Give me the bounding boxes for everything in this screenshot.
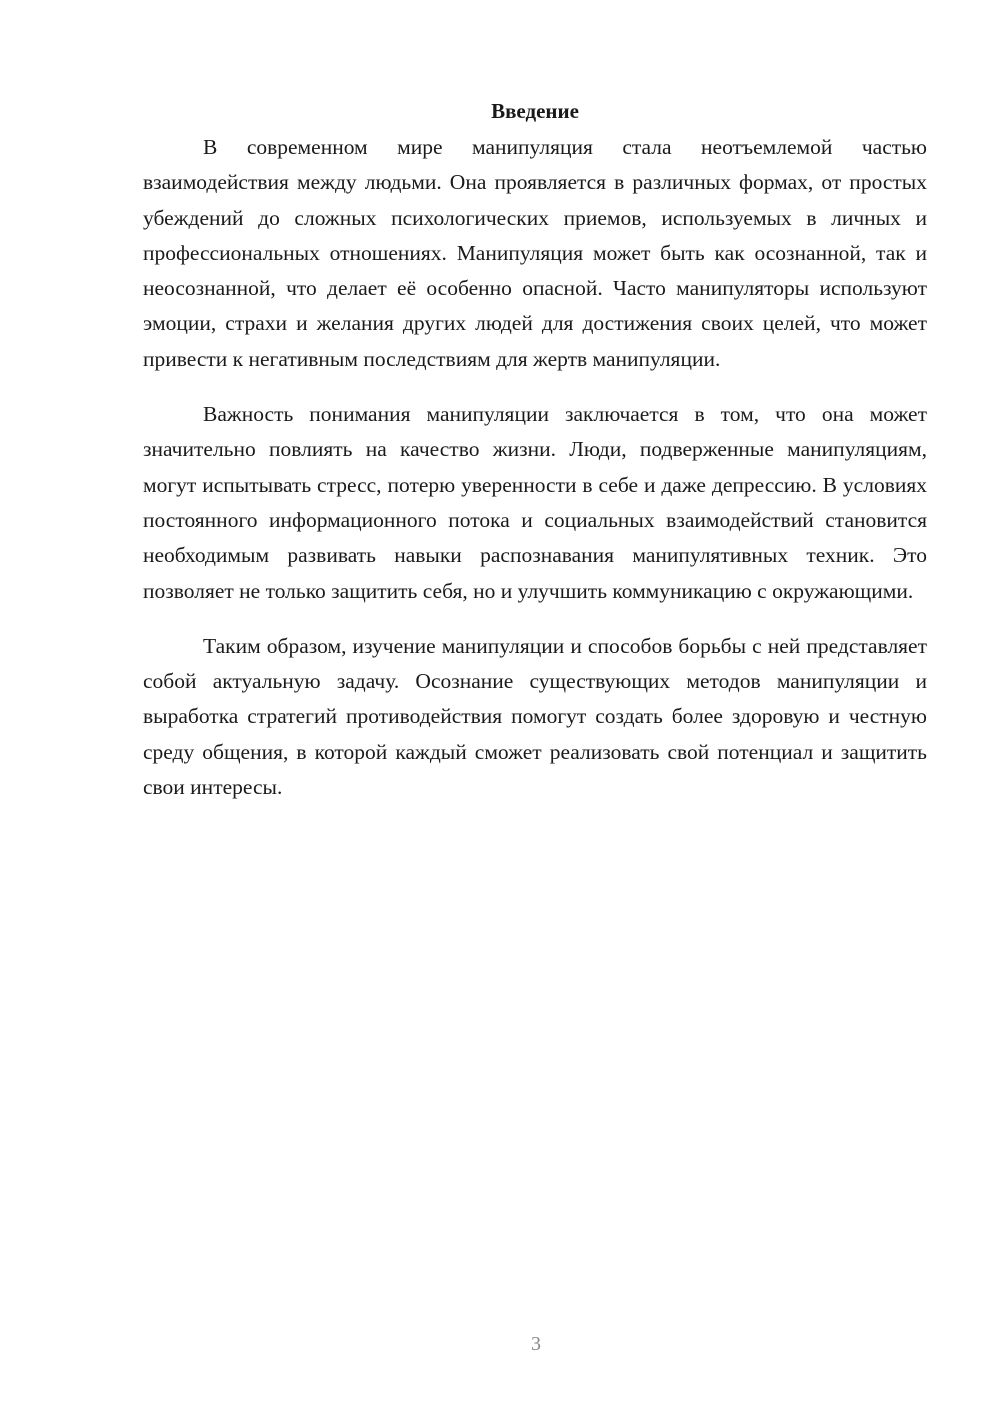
page-number: 3: [531, 1333, 541, 1355]
section-heading: Введение: [491, 99, 579, 123]
page-content: [143, 96, 927, 825]
paragraph-2: Важность понимания манипуляции заключается в том, что она может значительно повлиять на качество жизни. Люди, подверженные манипуляциям, могут испытывать стресс, потерю уверенности в себе и даже депрессию. В условиях постоянного информационного потока и социальных взаимодействий становится необходимым развивать навыки распознавания манипулятивных техник. Это позволяет не только защитить себя, но и улучшить коммуникацию с окружающими.: [143, 402, 927, 603]
paragraph-1: В современном мире манипуляция стала неотъемлемой частью взаимодействия между людьми. Она проявляется в различных формах, от простых убеждений до сложных психологических приемов, используемых в личных и профессиональных отношениях. Манипуляция может быть как осознанной, так и неосознанной, что делает её особенно опасной. Часто манипуляторы используют эмоции, страхи и желания других людей для достижения своих целей, что может привести к негативным последствиям для жертв манипуляции.: [143, 135, 927, 371]
paragraph-3: Таким образом, изучение манипуляции и способов борьбы с ней представляет собой актуальную задачу. Осознание существующих методов манипуляции и выработка стратегий противодействия помогут создать более здоровую и честную среду общения, в которой каждый сможет реализовать свой потенциал и защитить свои интересы.: [143, 633, 927, 800]
